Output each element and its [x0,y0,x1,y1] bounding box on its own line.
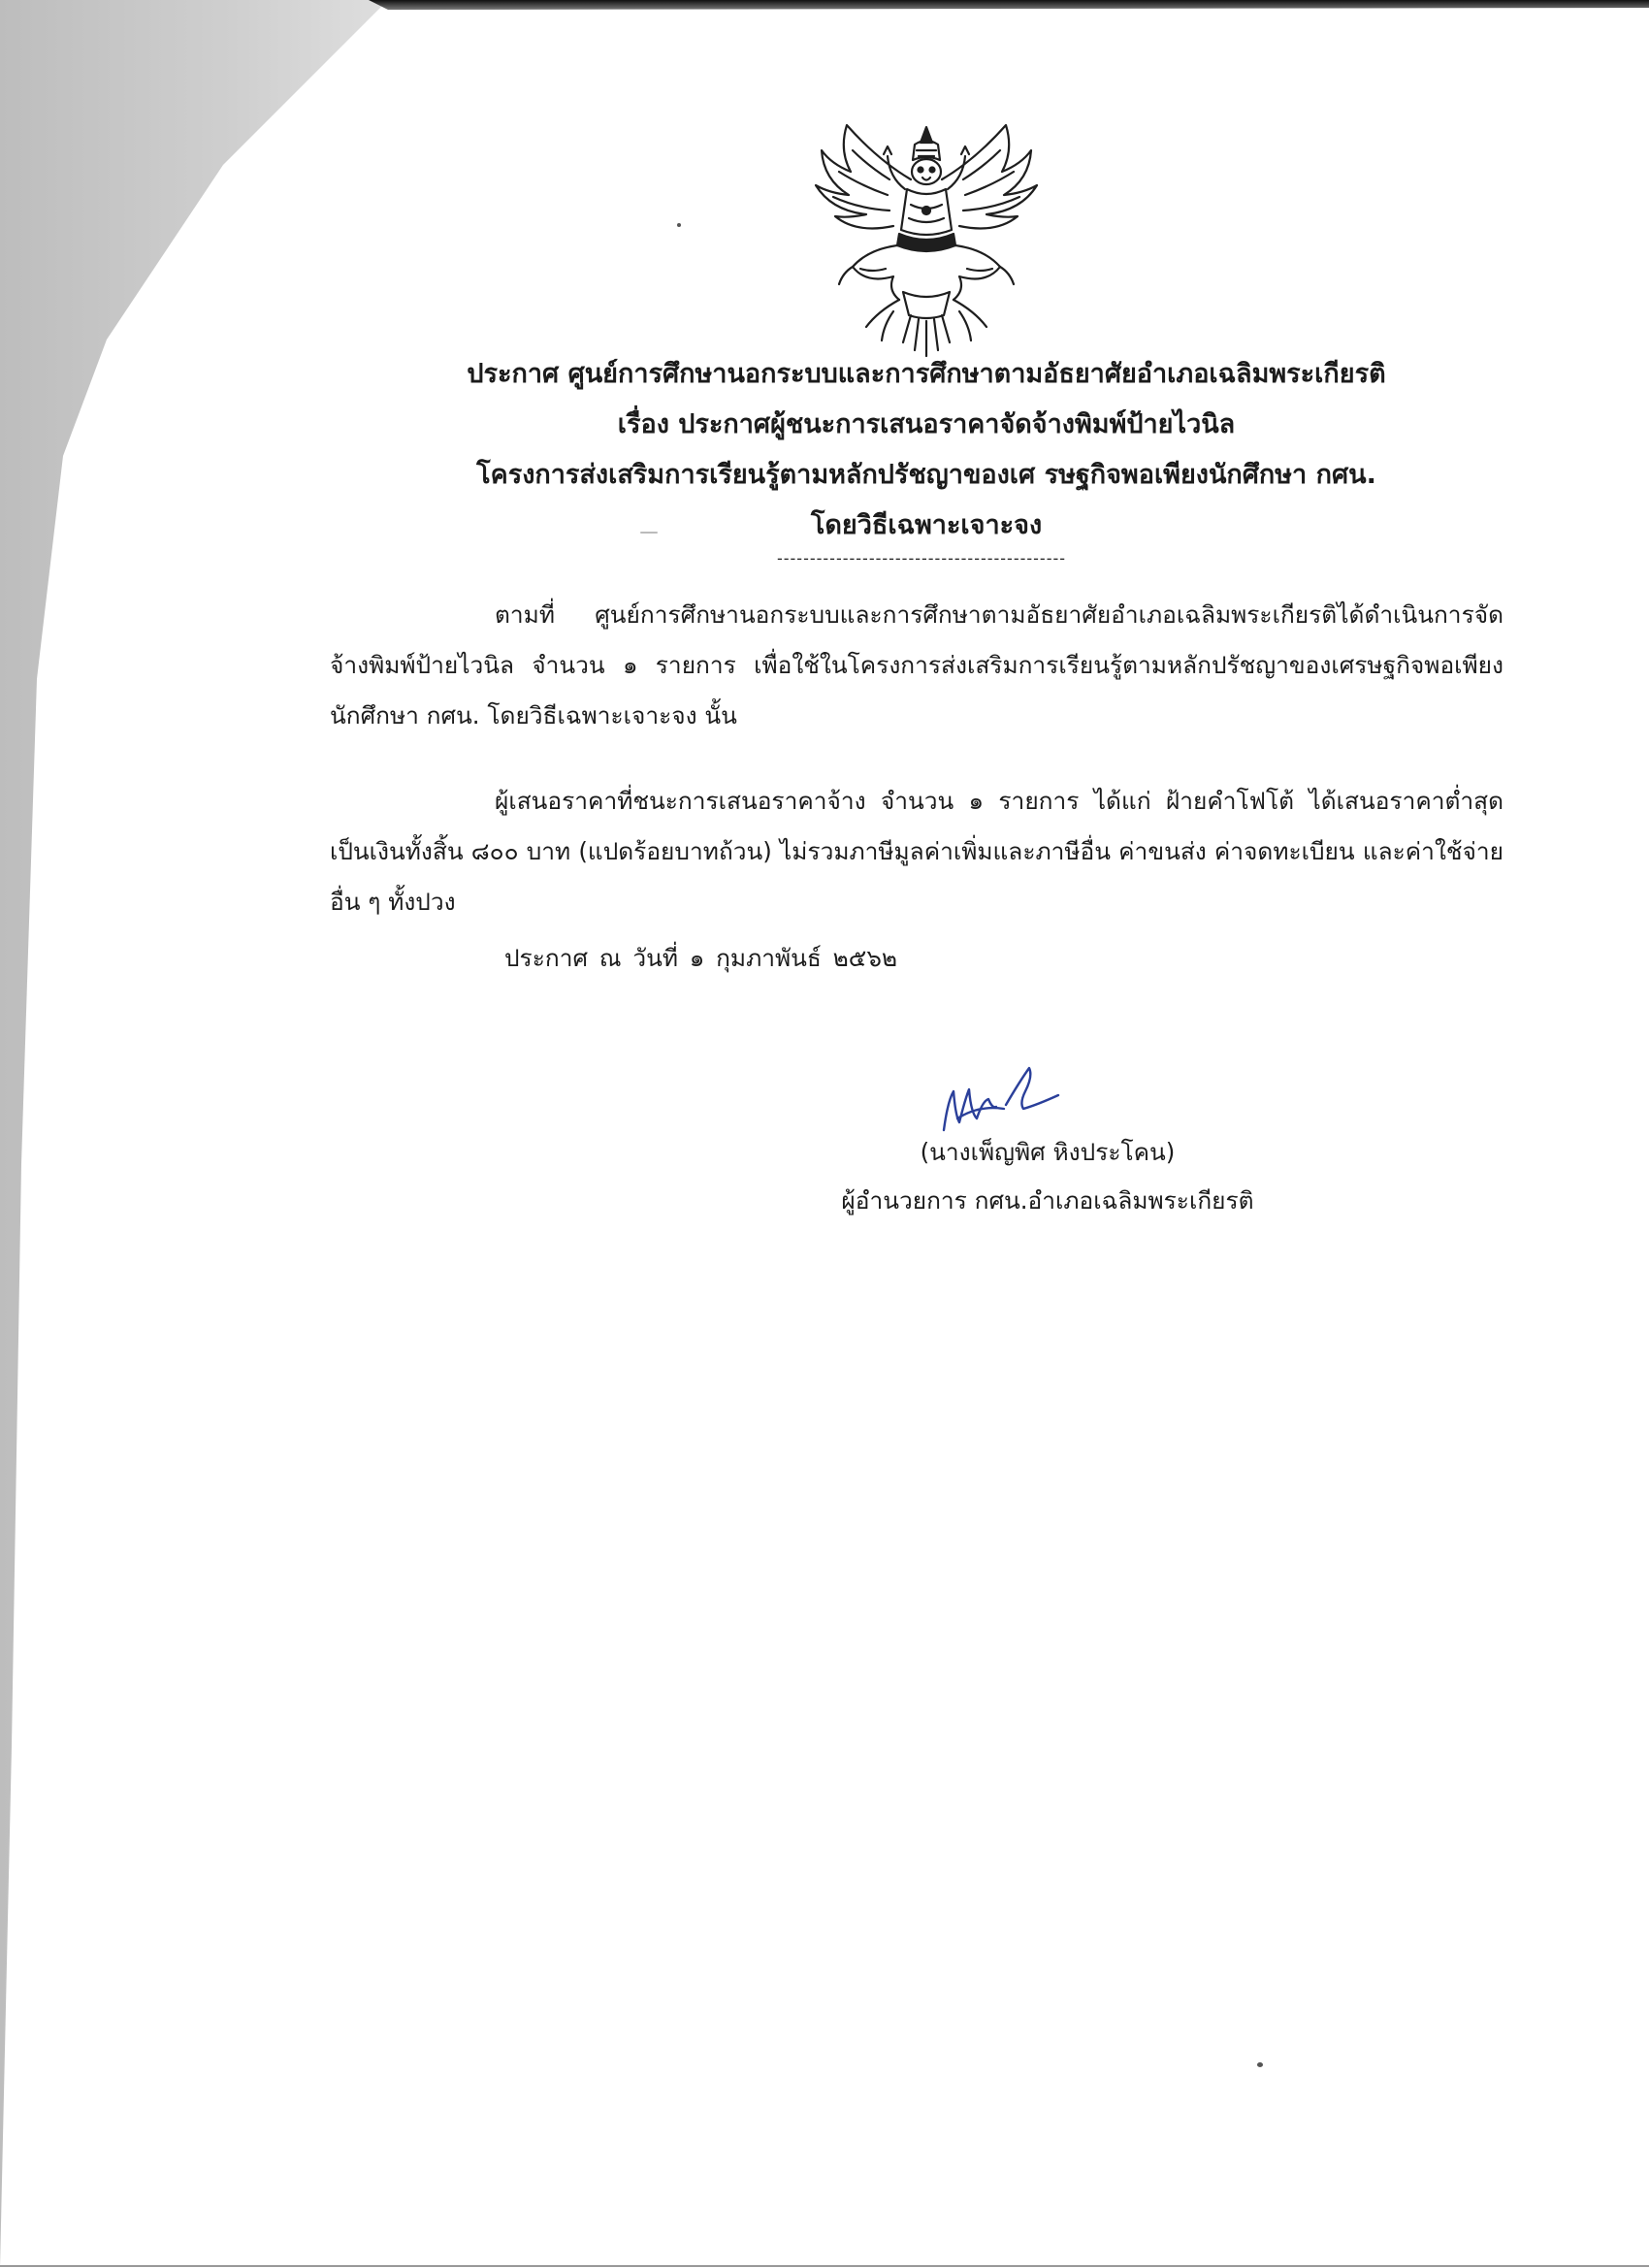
announcement-subject: เรื่อง ประกาศผู้ชนะการเสนอราคาจัดจ้างพิมพ์ป้ายไวนิล [617,409,1236,439]
body-paragraph-1 [330,590,1504,741]
garuda-emblem [810,121,1043,359]
scan-speck [677,223,681,227]
signer-title: ผู้อำนวยการ กศน.อำเภอเฉลิมพระเกียรติ [841,1186,1254,1215]
procurement-method: โดยวิธีเฉพาะเจาะจง [810,510,1043,540]
heading-separator: -------------------------------------------- [776,549,1067,567]
handwritten-signature [936,1062,1101,1140]
body-paragraph-2 [330,776,1504,927]
signer-name: (นางเพ็ญพิศ หิงประโคน) [920,1138,1176,1166]
announcement-date: ประกาศ ณ วันที่ ๑ กุมภาพันธ์ ๒๕๖๒ [504,944,898,972]
paragraph-2-text: ผู้เสนอราคาที่ชนะการเสนอราคาจ้าง จำนวน ๑ รายการ ได้แก่ ฝ้ายคำโฟโต้ ได้เสนอราคาต่ำสุด เป็นเงินทั้งสิ้น ๘๐๐ บาท (แปดร้อยบาทถ้วน) ไม่รวมภาษีมูลค่าเพิ่มและภาษีอื่น ค่าขนส่ง ค่าจดทะเบียน และค่าใช้จ่ายอื่น ๆ ทั้งปวง [330,787,1504,916]
announcement-title: ประกาศ ศูนย์การศึกษานอกระบบและการศึกษาตามอัธยาศัยอำเภอเฉลิมพระเกียรติ [467,359,1386,389]
paragraph-1-text: ตามที่ ศูนย์การศึกษานอกระบบและการศึกษาตามอัธยาศัยอำเภอเฉลิมพระเกียรติได้ดำเนินการจัดจ้างพิมพ์ป้ายไวนิล จำนวน ๑ รายการ เพื่อใช้ในโครงการส่งเสริมการเรียนรู้ตามหลักปรัชญาของเศรษฐกิจพอเพียงนักศึกษา กศน. โดยวิธีเฉพาะเจาะจง นั้น [330,600,1504,729]
scan-speck [1257,2062,1263,2067]
project-name: โครงการส่งเสริมการเรียนรู้ตามหลักปรัชญาของเศ รษฐกิจพอเพียงนักศึกษา กศน. [476,460,1376,490]
announcement-heading [349,349,1504,551]
scan-speck [640,532,658,534]
